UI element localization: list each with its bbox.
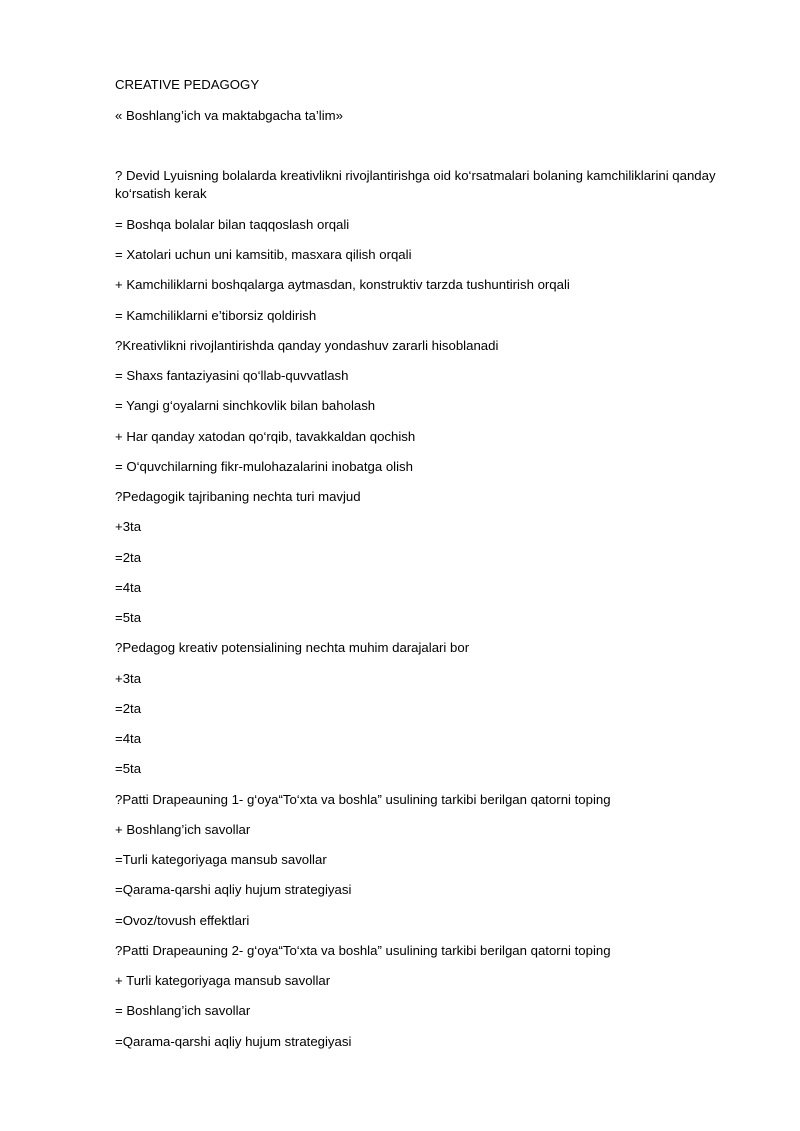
answer-line: = Yangi g‘oyalarni sinchkovlik bilan baholash	[115, 398, 376, 413]
answer-line: =2ta	[115, 701, 142, 716]
answer-line: =4ta	[115, 731, 142, 746]
question-line: ?Pedagogik tajribaning nechta turi mavjud	[115, 489, 361, 504]
answer-line: =Ovoz/tovush effektlari	[115, 913, 250, 928]
correct-answer-line: + Boshlang’ich savollar	[115, 822, 251, 837]
answer-line: = Boshqa bolalar bilan taqqoslash orqali	[115, 217, 350, 232]
question-line: ?Patti Drapeauning 1- g‘oya“To‘xta va boshla” usulining tarkibi berilgan qatorni toping	[115, 792, 611, 807]
answer-line: =Qarama-qarshi aqliy hujum strategiyasi	[115, 882, 352, 897]
answer-line: = Shaxs fantaziyasini qo‘llab-quvvatlash	[115, 368, 349, 383]
question-line: ?Patti Drapeauning 2- g‘oya“To‘xta va boshla” usulining tarkibi berilgan qatorni toping	[115, 943, 611, 958]
correct-answer-line: + Har qanday xatodan qo‘rqib, tavakkaldan qochish	[115, 429, 416, 444]
answer-line: = Kamchiliklarni e’tiborsiz qoldirish	[115, 308, 317, 323]
question-line: ?Kreativlikni rivojlantirishda qanday yondashuv zararli hisoblanadi	[115, 338, 499, 353]
document-title: CREATIVE PEDAGOGY	[115, 77, 260, 92]
document-subtitle: « Boshlang’ich va maktabgacha ta’lim»	[115, 108, 343, 123]
answer-line: = O‘quvchilarning fikr-mulohazalarini inobatga olish	[115, 459, 413, 474]
answer-line: =Turli kategoriyaga mansub savollar	[115, 852, 327, 867]
correct-answer-line: + Turli kategoriyaga mansub savollar	[115, 973, 331, 988]
answer-line: =Qarama-qarshi aqliy hujum strategiyasi	[115, 1034, 352, 1049]
answer-line: =5ta	[115, 610, 142, 625]
answer-line: = Xatolari uchun uni kamsitib, masxara qilish orqali	[115, 247, 412, 262]
answer-line: =2ta	[115, 550, 142, 565]
correct-answer-line: +3ta	[115, 519, 142, 534]
answer-line: =5ta	[115, 761, 142, 776]
correct-answer-line: + Kamchiliklarni boshqalarga aytmasdan, konstruktiv tarzda tushuntirish orqali	[115, 277, 570, 292]
answer-line: = Boshlang’ich savollar	[115, 1003, 251, 1018]
correct-answer-line: +3ta	[115, 671, 142, 686]
answer-line: =4ta	[115, 580, 142, 595]
question-line: ?Pedagog kreativ potensialining nechta muhim darajalari bor	[115, 640, 470, 655]
question-line: ? Devid Lyuisning bolalarda kreativlikni rivojlantirishga oid ko‘rsatmalari bolaning kamchiliklarini qanday ko‘rsatish kerak	[115, 168, 716, 201]
